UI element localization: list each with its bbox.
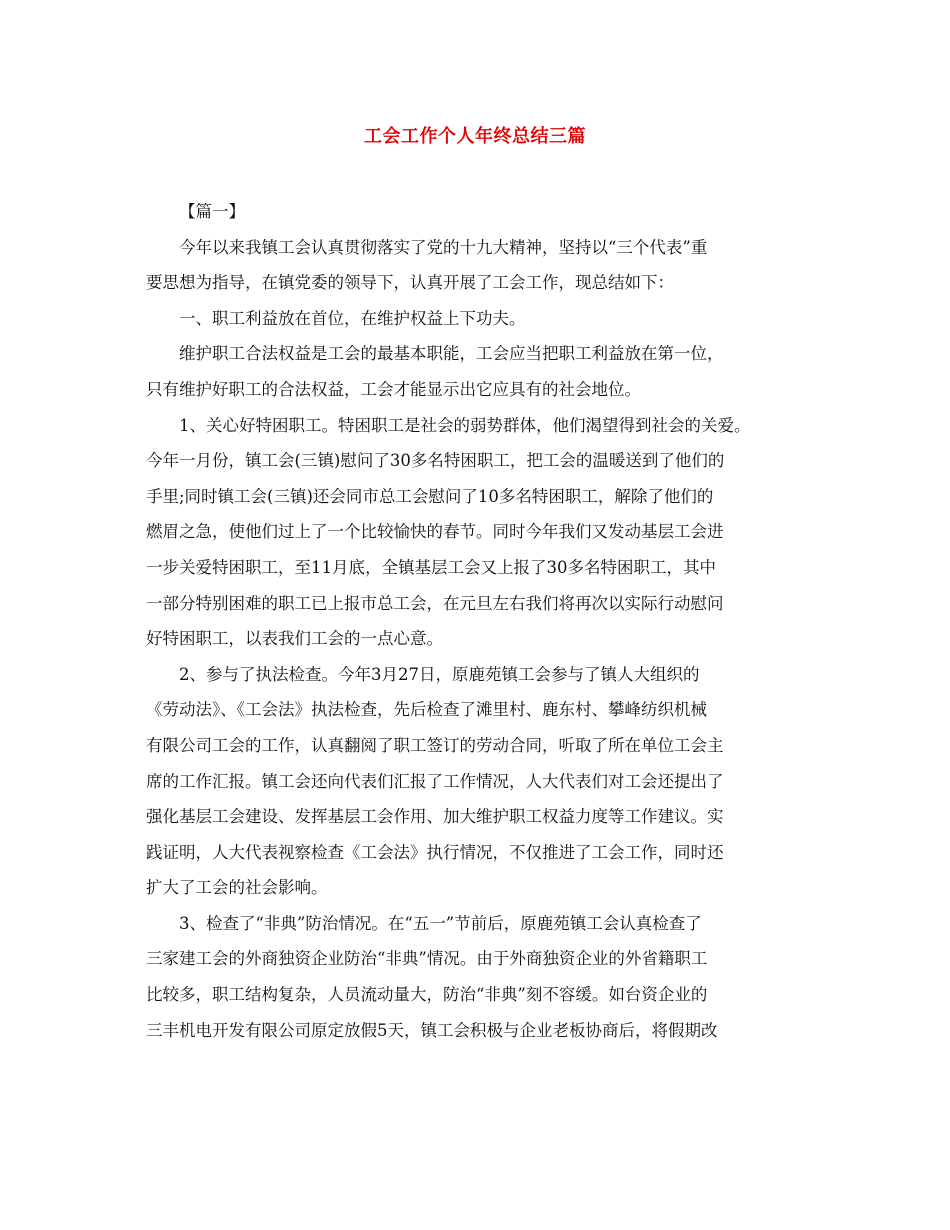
paragraph-line: 比较多，职工结构复杂，人员流动量大，防治“非典”刻不容缓。如台资企业的 xyxy=(146,985,708,1005)
paragraph-line: 要思想为指导，在镇党委的领导下，认真开展了工会工作，现总结如下： xyxy=(146,273,674,293)
paragraph-line: 2、参与了执法检查。今年3月27日，原鹿苑镇工会参与了镇人大组织的 xyxy=(179,664,700,684)
paragraph-line: 燃眉之急，使他们过上了一个比较愉快的春节。同时今年我们又发动基层工会进 xyxy=(146,522,724,542)
document-body xyxy=(146,194,826,1048)
paragraph-line: 1、关心好特困职工。特困职工是社会的弱势群体，他们渴望得到社会的关爱。 xyxy=(179,415,751,435)
paragraph-line: 席的工作汇报。镇工会还向代表们汇报了工作情况，人大代表们对工会还提出了 xyxy=(146,771,724,791)
paragraph-line: 三丰机电开发有限公司原定放假5天，镇工会积极与企业老板协商后，将假期改 xyxy=(146,1020,718,1040)
paragraph-line: 三家建工会的外商独资企业防治“非典”情况。由于外商独资企业的外省籍职工 xyxy=(146,949,708,969)
paragraph-line: 好特困职工，以表我们工会的一点心意。 xyxy=(146,629,443,649)
paragraph-line: 手里;同时镇工会(三镇)还会同市总工会慰问了10多名特困职工，解除了他们的 xyxy=(146,486,714,506)
section-heading: 【篇一】 xyxy=(179,202,245,221)
paragraph-line: 一部分特别困难的职工已上报市总工会，在元旦左右我们将再次以实际行动慰问 xyxy=(146,593,724,613)
paragraph-line: 强化基层工会建设、发挥基层工会作用、加大维护职工权益力度等工作建议。实 xyxy=(146,807,724,827)
paragraph-line: 维护职工合法权益是工会的最基本职能，工会应当把职工利益放在第一位， xyxy=(179,344,724,364)
paragraph-line: 只有维护好职工的合法权益，工会才能显示出它应具有的社会地位。 xyxy=(146,379,641,399)
paragraph-line: 3、检查了“非典”防治情况。在“五一”节前后，原鹿苑镇工会认真检查了 xyxy=(179,913,702,933)
paragraph-line: 今年以来我镇工会认真贯彻落实了党的十九大精神，坚持以“三个代表”重 xyxy=(179,237,708,257)
subsection-heading: 一、职工利益放在首位，在维护权益上下功夫。 xyxy=(179,308,526,328)
paragraph-line: 一步关爱特困职工，至11月底，全镇基层工会又上报了30多名特困职工，其中 xyxy=(146,557,716,577)
paragraph-line: 践证明，人大代表视察检查《工会法》执行情况，不仅推进了工会工作，同时还 xyxy=(146,842,724,862)
document-title: 工会工作个人年终总结三篇 xyxy=(364,126,586,147)
paragraph-line: 《劳动法》、《工会法》执法检查，先后检查了滩里村、鹿东村、攀峰纺织机械 xyxy=(146,700,707,720)
paragraph-line: 有限公司工会的工作，认真翻阅了职工签订的劳动合同，听取了所在单位工会主 xyxy=(146,735,724,755)
paragraph-line: 扩大了工会的社会影响。 xyxy=(146,878,328,898)
paragraph-line: 今年一月份，镇工会(三镇)慰问了30多名特困职工，把工会的温暖送到了他们的 xyxy=(146,451,725,471)
